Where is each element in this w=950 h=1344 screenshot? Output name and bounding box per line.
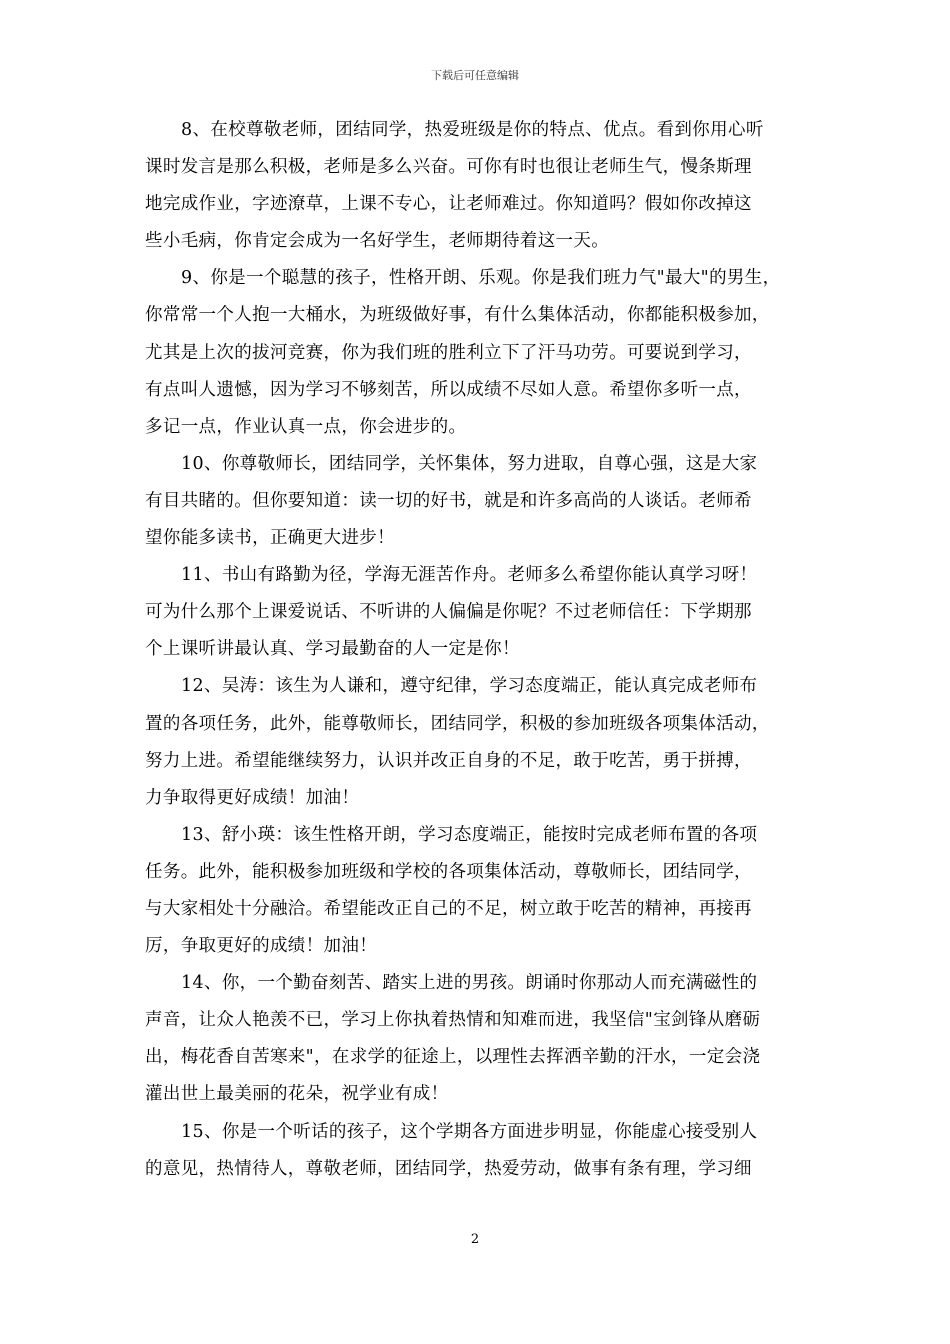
text-line: 多记一点，作业认真一点，你会进步的。 xyxy=(145,416,467,437)
comment-paragraph-15 xyxy=(145,1114,813,1188)
text-line: 灌出世上最美丽的花朵，祝学业有成！ xyxy=(145,1084,449,1105)
text-line: 你常常一个人抱一大桶水，为班级做好事，有什么集体活动，你都能积极参加， xyxy=(145,305,770,326)
comment-paragraph-11 xyxy=(145,557,813,668)
text-line: 9、你是一个聪慧的孩子，性格开朗、乐观。你是我们班力气"最大"的男生， xyxy=(181,268,781,289)
text-line: 12、吴涛：该生为人谦和，遵守纪律，学习态度端正，能认真完成老师布 xyxy=(181,676,758,697)
comment-paragraph-14 xyxy=(145,965,813,1113)
text-line: 的意见，热情待人，尊敬老师，团结同学，热爱劳动，做事有条有理，学习细 xyxy=(145,1158,752,1179)
page-number: 2 xyxy=(470,1232,480,1247)
comment-paragraph-8 xyxy=(145,112,813,260)
comment-paragraph-10 xyxy=(145,446,813,557)
text-line: 望你能多读书，正确更大进步！ xyxy=(145,528,395,549)
text-line: 尤其是上次的拔河竞赛，你为我们班的胜利立下了汗马功劳。可要说到学习， xyxy=(145,342,752,363)
text-line: 14、你，一个勤奋刻苦、踏实上进的男孩。朗诵时你那动人而充满磁性的 xyxy=(181,973,758,994)
text-line: 可为什么那个上课爱说话、不听讲的人偏偏是你呢？不过老师信任：下学期那 xyxy=(145,602,752,623)
text-line: 力争取得更好成绩！加油！ xyxy=(145,787,360,808)
comment-paragraph-9 xyxy=(145,260,813,445)
text-line: 任务。此外，能积极参加班级和学校的各项集体活动，尊敬师长，团结同学， xyxy=(145,861,752,882)
text-line: 15、你是一个听话的孩子，这个学期各方面进步明显，你能虚心接受别人 xyxy=(181,1121,758,1142)
text-line: 厉，争取更好的成绩！加油！ xyxy=(145,936,378,957)
text-line: 10、你尊敬师长，团结同学，关怀集体，努力进取，自尊心强，这是大家 xyxy=(181,453,758,474)
text-line: 努力上进。希望能继续努力，认识并改正自身的不足，敢于吃苦，勇于拼搏， xyxy=(145,750,752,771)
text-line: 些小毛病，你肯定会成为一名好学生，老师期待着这一天。 xyxy=(145,231,610,252)
text-line: 有点叫人遗憾，因为学习不够刻苦，所以成绩不尽如人意。希望你多听一点， xyxy=(145,379,752,400)
comment-paragraph-12 xyxy=(145,668,813,816)
text-line: 11、书山有路勤为径，学海无涯苦作舟。老师多么希望你能认真学习呀！ xyxy=(181,565,758,586)
text-line: 出，梅花香自苦寒来"，在求学的征途上，以理性去挥洒辛勤的汗水，一定会浇 xyxy=(145,1047,761,1068)
text-line: 有目共睹的。但你要知道：读一切的好书，就是和许多高尚的人谈话。老师希 xyxy=(145,490,752,511)
text-line: 个上课听讲最认真、学习最勤奋的人一定是你！ xyxy=(145,639,520,660)
document-body xyxy=(145,112,813,1188)
text-line: 声音，让众人艳羡不已，学习上你执着热情和知难而进，我坚信"宝剑锋从磨砺 xyxy=(145,1010,761,1031)
text-line: 地完成作业，字迹潦草，上课不专心，让老师难过。你知道吗？假如你改掉这 xyxy=(145,194,752,215)
comment-paragraph-13 xyxy=(145,817,813,965)
text-line: 与大家相处十分融洽。希望能改正自己的不足，树立敢于吃苦的精神，再接再 xyxy=(145,898,752,919)
text-line: 8、在校尊敬老师，团结同学，热爱班级是你的特点、优点。看到你用心听 xyxy=(181,120,764,140)
text-line: 置的各项任务，此外，能尊敬师长，团结同学，积极的参加班级各项集体活动， xyxy=(145,713,770,734)
text-line: 13、舒小瑛：该生性格开朗，学习态度端正，能按时完成老师布置的各项 xyxy=(181,824,758,845)
text-line: 课时发言是那么积极，老师是多么兴奋。可你有时也很让老师生气，慢条斯理 xyxy=(145,157,752,178)
page-header-note: 下载后可任意编辑 xyxy=(431,69,519,82)
